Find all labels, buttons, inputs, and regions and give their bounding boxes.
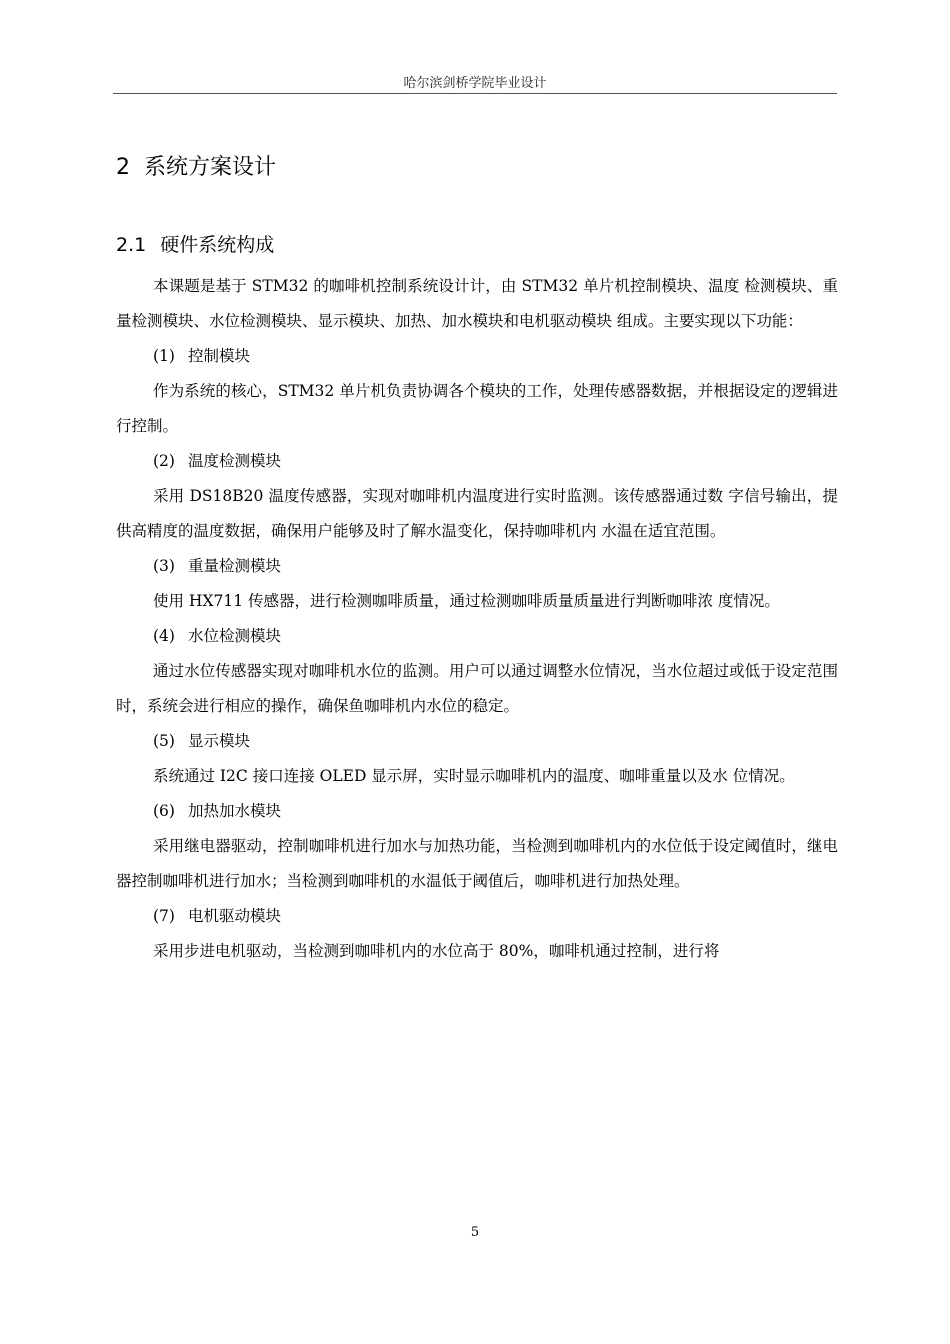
item-number: (7) [153,907,175,925]
item-number: (6) [153,802,175,820]
item-paragraph-display: 系统通过 I2C 接口连接 OLED 显示屏，实时显示咖啡机内的温度、咖啡重量以及水 位情况。 [153,767,795,785]
item-number: (3) [153,557,175,575]
section-number: 2.1 [116,234,147,256]
section-title [116,230,274,257]
item-number: (4) [153,627,175,645]
body-text [116,269,838,969]
item-number: (1) [153,347,175,365]
chapter-title [116,150,276,181]
item-number: (5) [153,732,175,750]
item-title: 显示模块 [187,732,250,750]
item-title: 控制模块 [187,347,250,365]
item-paragraph-temperature: 采用 DS18B20 温度传感器，实现对咖啡机内温度进行实时监测。该传感器通过数 字信号输出，提供高精度的温度数据，确保用户能够及时了解水温变化，保持咖啡机内 水温在适宜范围。 [116,487,838,540]
item-title: 温度检测模块 [187,452,281,470]
item-paragraph-motor: 采用步进电机驱动，当检测到咖啡机内的水位高于 80%，咖啡机通过控制，进行将 [153,942,720,960]
item-title: 加热加水模块 [187,802,281,820]
item-number: (2) [153,452,175,470]
intro-paragraph: 本课题是基于 STM32 的咖啡机控制系统设计计，由 STM32 单片机控制模块、温度 检测模块、重量检测模块、水位检测模块、显示模块、加热、加水模块和电机驱动模块 组成。主要实现以下功能： [116,277,838,330]
item-heading-weight [116,549,838,584]
item-paragraph-water-level: 通过水位传感器实现对咖啡机水位的监测。用户可以通过调整水位情况，当水位超过或低于设定范围时，系统会进行相应的操作，确保鱼咖啡机内水位的稳定。 [116,662,838,715]
header-divider [113,93,837,94]
item-heading-temperature [116,444,838,479]
item-title: 水位检测模块 [187,627,281,645]
item-title: 电机驱动模块 [187,907,281,925]
item-heading-heating [116,794,838,829]
item-heading-display [116,724,838,759]
item-paragraph-heating: 采用继电器驱动，控制咖啡机进行加水与加热功能，当检测到咖啡机内的水位低于设定阈值时，继电器控制咖啡机进行加水；当检测到咖啡机的水温低于阈值后，咖啡机进行加热处理。 [116,837,838,890]
section-title-text: 硬件系统构成 [160,234,275,256]
page-number: 5 [470,1225,480,1240]
item-heading-water-level [116,619,838,654]
chapter-number: 2 [116,155,130,180]
running-header: 哈尔滨剑桥学院毕业设计 [403,76,547,91]
item-title: 重量检测模块 [187,557,281,575]
item-heading-control [116,339,838,374]
item-paragraph-weight: 使用 HX711 传感器，进行检测咖啡质量，通过检测咖啡质量质量进行判断咖啡浓 度情况。 [153,592,780,610]
chapter-title-text: 系统方案设计 [144,155,277,180]
item-paragraph-control: 作为系统的核心，STM32 单片机负责协调各个模块的工作，处理传感器数据，并根据设定的逻辑进行控制。 [116,382,838,435]
item-heading-motor [116,899,838,934]
